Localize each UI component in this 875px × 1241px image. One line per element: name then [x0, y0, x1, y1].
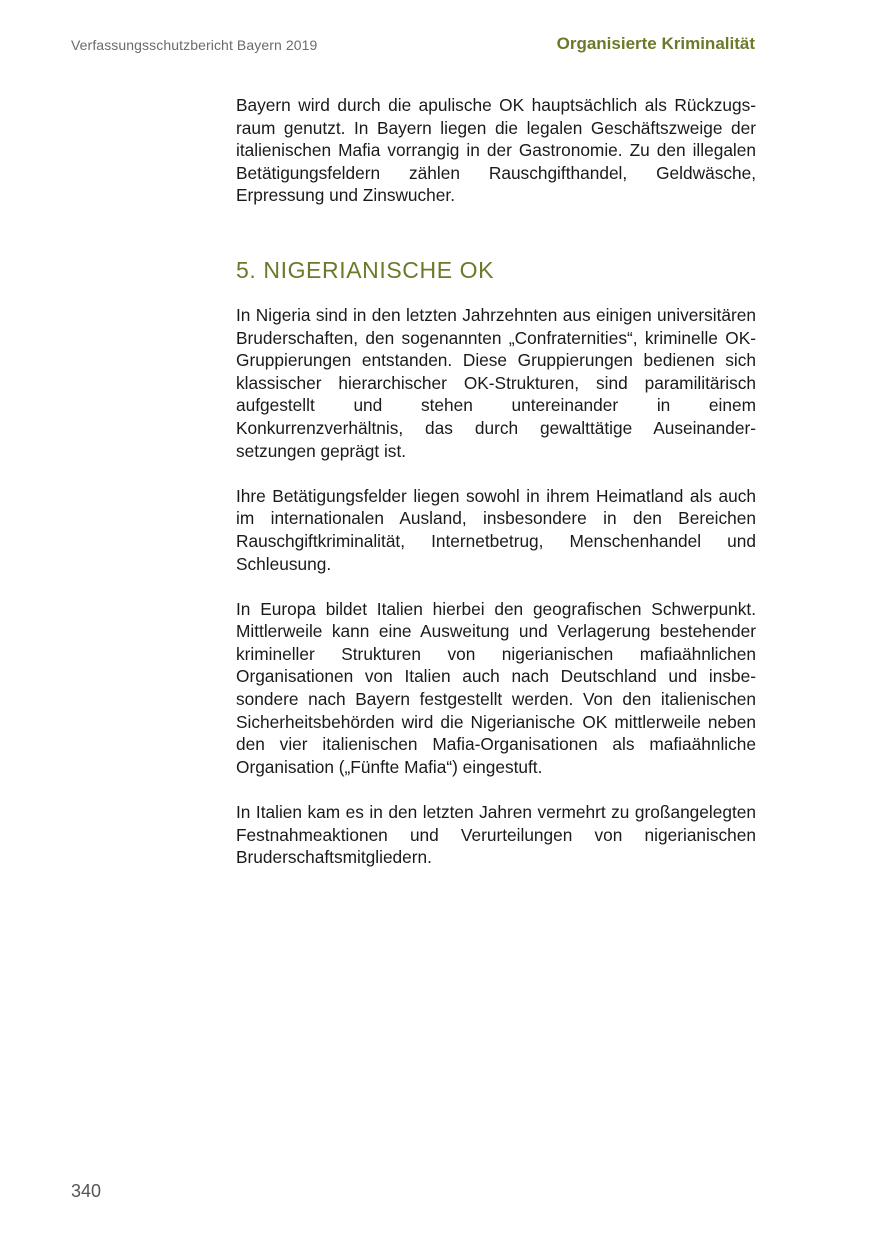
- section-paragraph: In Europa bildet Italien hierbei den geografischen Schwerpunkt. Mittlerweile kann eine Ausweitung und Verlagerung bestehender krimineller Strukturen von nigerianischen mafiaähnlichen Organisationen von Italien auch nach Deutschland und insbesondere nach Bayern festgestellt werden. Von den italienischen Sicherheitsbehörden wird die Nigerianische OK mittlerweile neben den vier italienischen Mafia-Organisationen als mafiaähnliche Organisation („Fünfte Mafia“) eingestuft.: [236, 598, 756, 777]
- section-paragraph: In Nigeria sind in den letzten Jahrzehnten aus einigen universitären Bruderschaften, den sogenannten „Confraternities“, kriminelle OK-Gruppierungen entstanden. Diese Gruppierungen bedienen sich klassischer hierarchischer OK-Strukturen, sind paramilitärisch aufgestellt und stehen untereinander in einem Konkurrenzverhältnis, das durch gewalttätige Auseinandersetzungen geprägt ist.: [236, 304, 756, 461]
- page-content: [236, 94, 756, 869]
- running-header-chapter: Organisierte Kriminalität: [556, 34, 755, 53]
- running-header-publication: Verfassungsschutzbericht Bayern 2019: [71, 37, 318, 53]
- page-number: 340: [71, 1181, 102, 1201]
- section-paragraph: Ihre Betätigungsfelder liegen sowohl in ihrem Heimatland als auch im internationalen Ausland, insbesondere in den Bereichen Rauschgiftkriminalität, Internetbetrug, Menschenhandel und Schleusung.: [236, 485, 756, 574]
- section-heading: 5. NIGERIANISCHE OK: [236, 256, 495, 283]
- intro-paragraph: Bayern wird durch die apulische OK hauptsächlich als Rückzugsraum genutzt. In Bayern liegen die legalen Geschäftszweige der italienischen Mafia vorrangig in der Gastronomie. Zu den illegalen Betätigungsfeldern zählen Rauschgifthandel, Geldwäsche, Erpressung und Zinswucher.: [236, 95, 756, 206]
- section-paragraph: In Italien kam es in den letzten Jahren vermehrt zu großangelegten Festnahmeaktionen und Verurteilungen von nigerianischen Bruderschaftsmitgliedern.: [236, 802, 756, 868]
